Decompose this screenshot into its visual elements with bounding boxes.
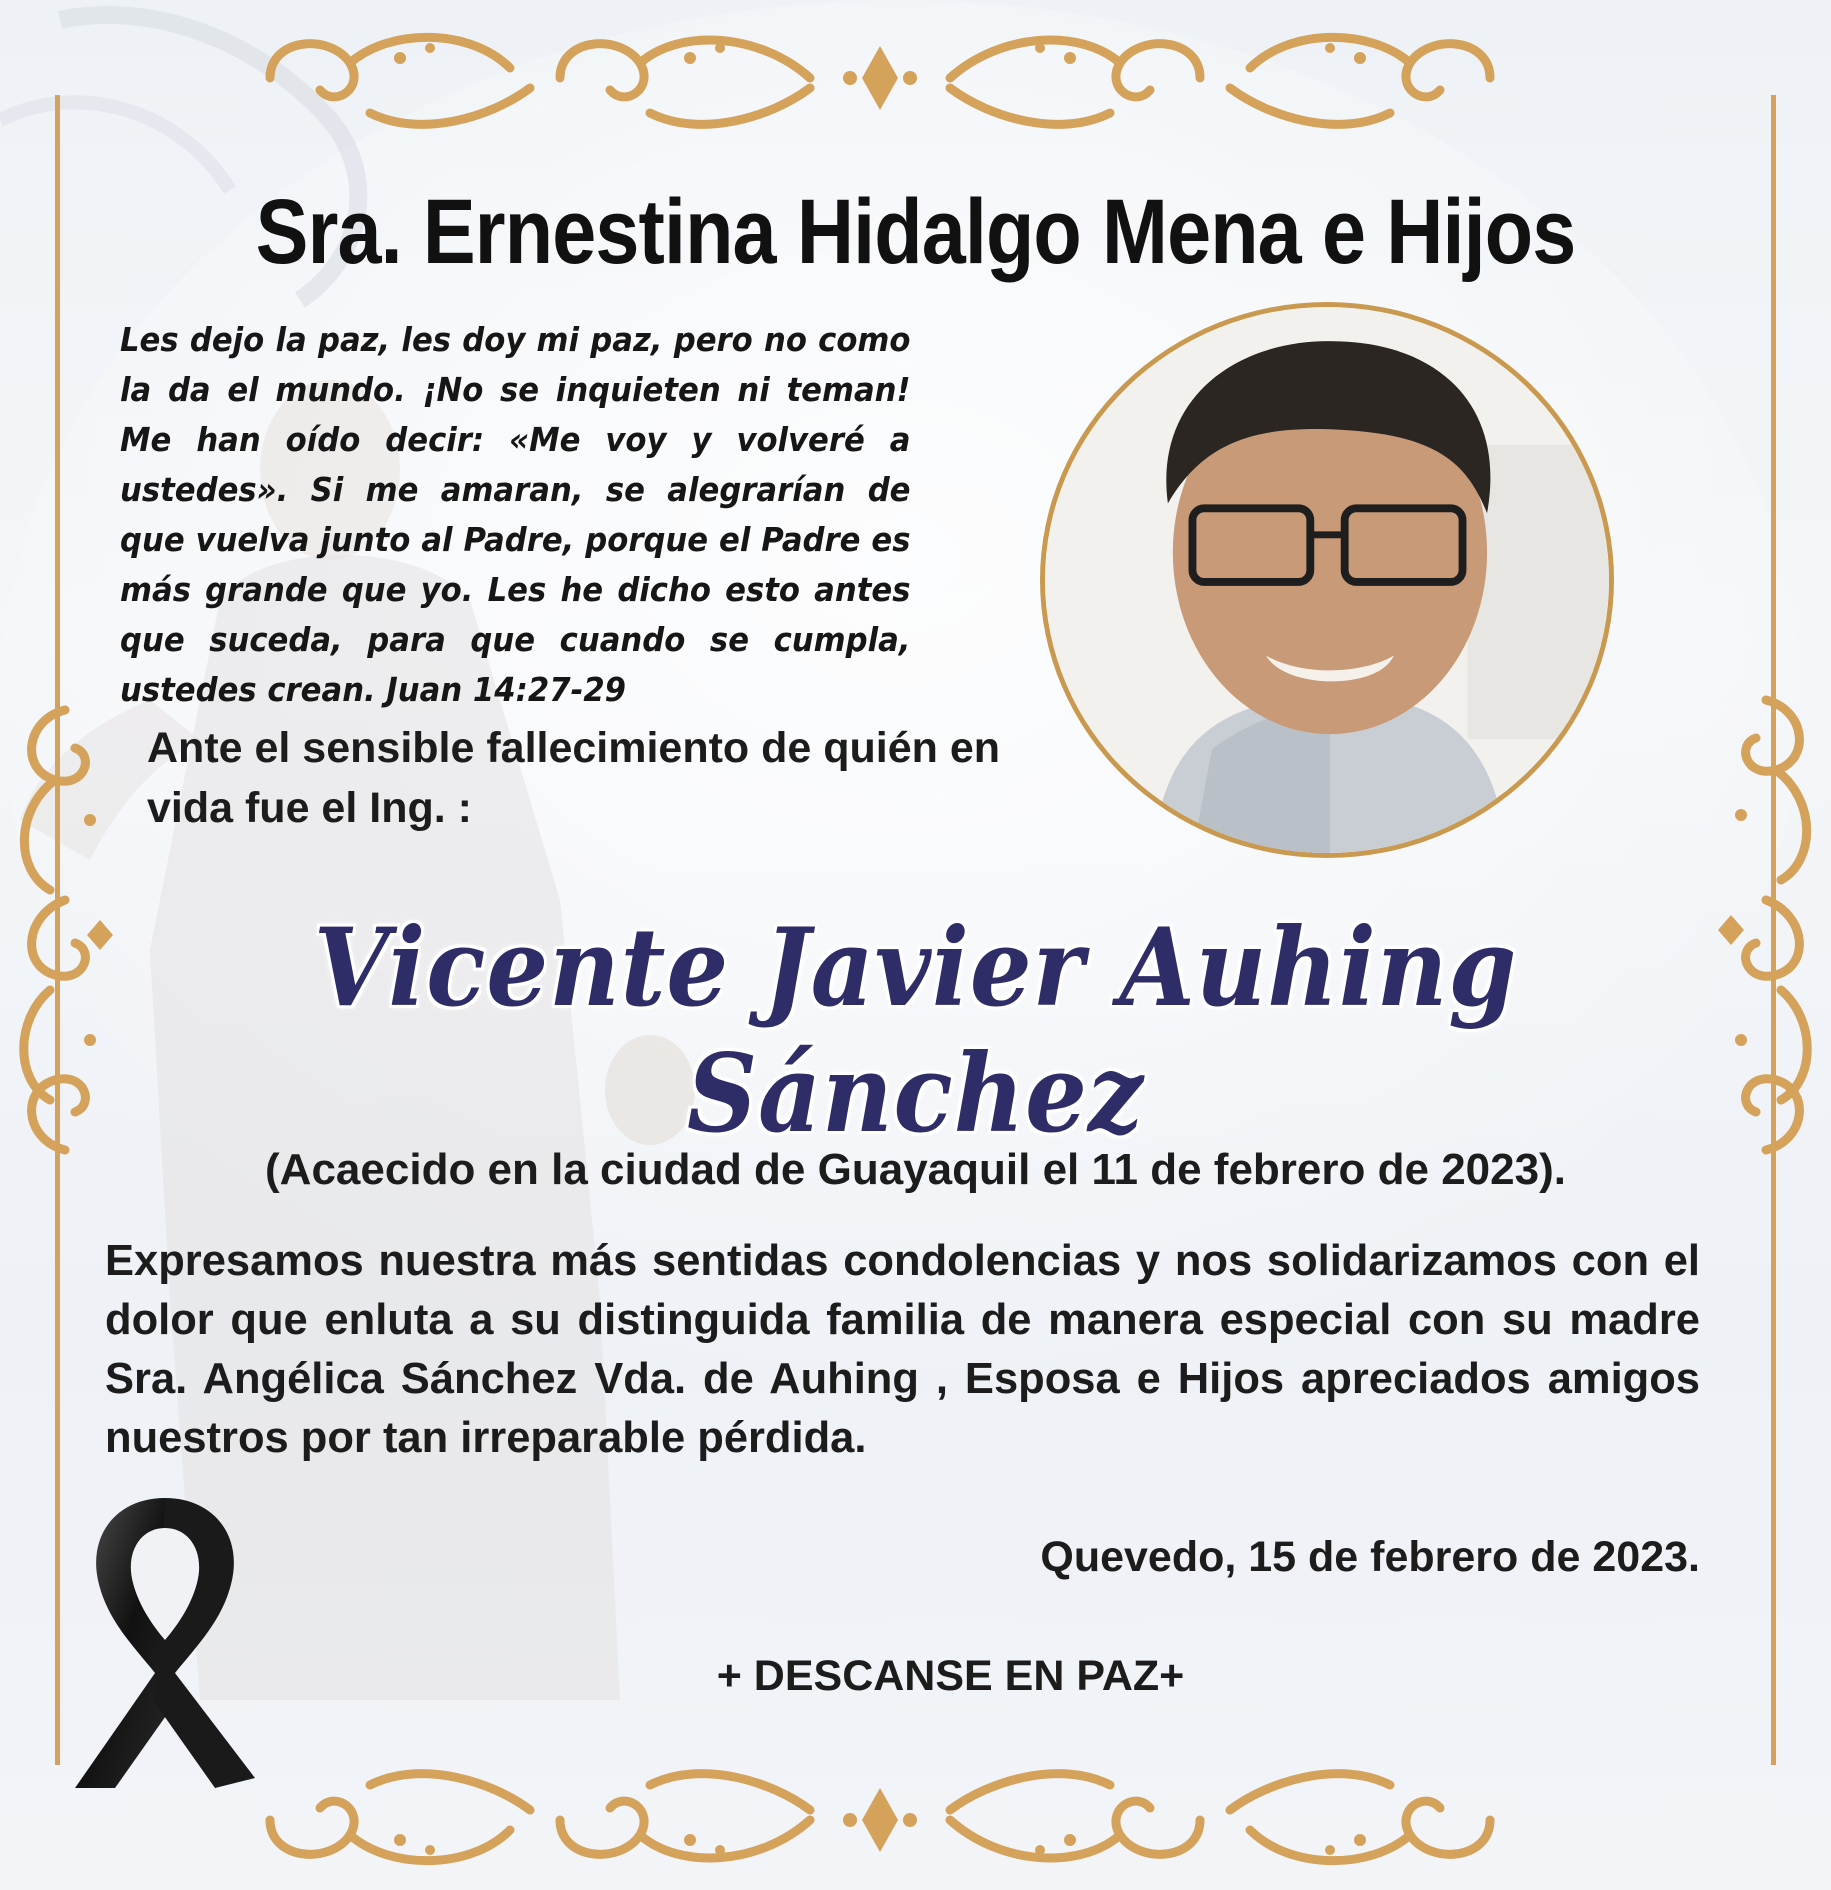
- intro-text: Ante el sensible fallecimiento de quién en vida fue el Ing. :: [147, 724, 1001, 832]
- rest-in-peace-text: + DESCANSE EN PAZ+: [716, 1652, 1185, 1700]
- deceased-name: Vicente Javier Auhing Sánchez: [313, 905, 1518, 1157]
- deceased-photo: [1040, 302, 1614, 858]
- page-title: Sra. Ernestina Hidalgo Mena e Hijos: [255, 181, 1576, 283]
- bottom-ornament-icon: [250, 1760, 1510, 1880]
- top-ornament-icon: [250, 18, 1510, 138]
- death-note: (Acaecido en la ciudad de Guayaquil el 11 de febrero de 2023).: [265, 1145, 1566, 1194]
- portrait-image: [1045, 307, 1609, 853]
- bible-verse: Les dejo la paz, les doy mi paz, pero no como la da el mundo. ¡No se inquieten ni teman! Me han oído decir: «Me voy y volveré a ustedes». Si me amaran, se alegrarían de que vuelva junto al Padre, porque el Padre es más grande que yo. Les he dicho esto antes que suceda, para que cuando se cumpla, ustedes crean. Juan 14:27-29: [120, 320, 911, 709]
- place-date: Quevedo, 15 de febrero de 2023.: [1040, 1533, 1700, 1581]
- condolence-text: Expresamos nuestra más sentidas condolencias y nos solidarizamos con el dolor que enluta a su distinguida familia de manera especial con su madre Sra. Angélica Sánchez Vda. de Auhing , Esposa e Hijos apreciados amigos nuestros por tan irreparable pérdida.: [105, 1237, 1700, 1462]
- mourning-ribbon-icon: [55, 1488, 275, 1798]
